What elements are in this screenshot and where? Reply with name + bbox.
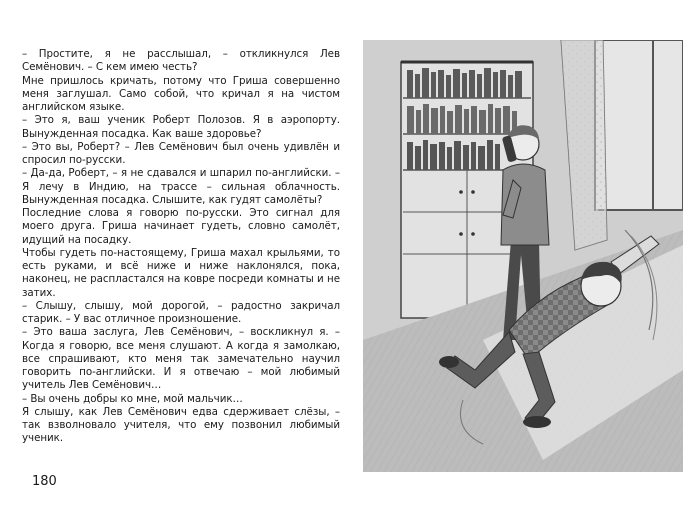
paragraph: – Слышу, слышу, мой дорогой, – радостно закричал старик. – У вас отличное произношение. bbox=[22, 299, 340, 325]
paragraph: – Это ваша заслуга, Лев Семёнович, – воскликнул я. – Когда я говорю, все меня слушают. А когда я замолкаю, все спрашивают, кто меня так замечательно научил говорить по-английски. И я отвечаю – мой любимый учитель Лев Семёнович… bbox=[22, 326, 340, 392]
paragraph: – Вы очень добры ко мне, мой мальчик… bbox=[22, 392, 243, 405]
paragraph: Последние слова я говорю по-русски. Это сигнал для моего друга. Гриша начинает гудеть, словно самолёт, идущий на посадку. bbox=[22, 207, 340, 246]
paragraph: Я слышу, как Лев Семёнович едва сдерживает слёзы, – так взволновало учителя, что ему позвонил любимый ученик. bbox=[22, 405, 340, 445]
paragraph: – Да-да, Роберт, – я не сдавался и шпарил по-английски. – Я лечу в Индию, на трассе – сильная облачность. Вынужденная посадка. Слышите, как гудят самолёты? bbox=[22, 167, 340, 206]
page-number: 180 bbox=[32, 474, 57, 489]
paragraph: – Это я, ваш ученик Роберт Полозов. Я в аэропорту. Вынужденная посадка. Как ваше здоровье? bbox=[22, 114, 340, 140]
paragraph: Чтобы гудеть по-настоящему, Гриша махал крыльями, то есть руками, и всё ниже и ниже наклонялся, пока, наконец, не распластался на ковре посреди комнаты и не затих. bbox=[22, 246, 340, 299]
paragraph: Мне пришлось кричать, потому что Гриша совершенно меня заглушал. Само собой, что кричал я на чистом английском языке. bbox=[22, 74, 340, 113]
text-page bbox=[22, 48, 340, 446]
paragraph: – Простите, я не расслышал, – откликнулся Лев Семёнович. – С кем имею честь? bbox=[22, 48, 340, 74]
paragraph: – Это вы, Роберт? – Лев Семёнович был очень удивлён и спросил по-русски. bbox=[22, 140, 340, 166]
illustration bbox=[363, 40, 683, 472]
window bbox=[595, 40, 683, 210]
